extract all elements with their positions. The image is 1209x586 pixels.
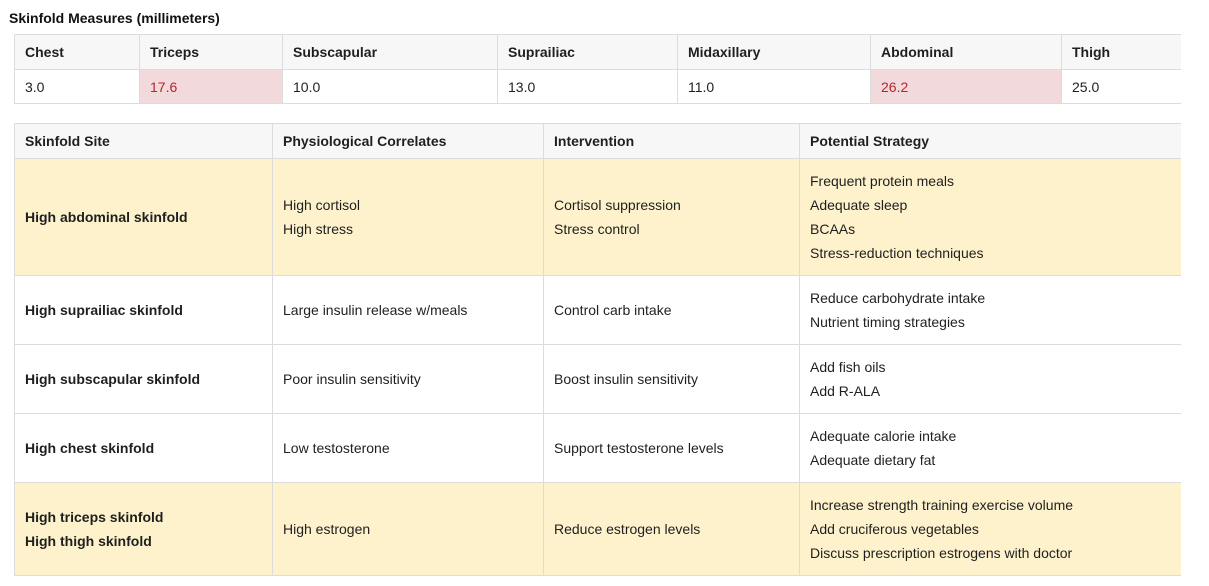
column-header: Skinfold Site xyxy=(15,124,273,159)
strategy-line: Increase strength training exercise volume xyxy=(810,497,1074,513)
intervention-line: Cortisol suppression xyxy=(554,197,681,213)
intervention-cell xyxy=(544,414,800,483)
measure-value: 10.0 xyxy=(283,70,498,104)
measure-header: Suprailiac xyxy=(498,35,678,70)
measure-header: Abdominal xyxy=(871,35,1062,70)
correlate-line: High stress xyxy=(283,221,354,237)
measure-value: 3.0 xyxy=(15,70,140,104)
table-row xyxy=(15,276,1181,345)
measure-value: 11.0 xyxy=(678,70,871,104)
table-row xyxy=(15,483,1181,576)
site-line: High abdominal skinfold xyxy=(25,209,188,225)
measure-header: Midaxillary xyxy=(678,35,871,70)
column-header: Physiological Correlates xyxy=(273,124,544,159)
strategy-line: BCAAs xyxy=(810,221,856,237)
skinfold-site-cell xyxy=(15,483,273,576)
table-row xyxy=(15,414,1181,483)
strategy-line: Frequent protein meals xyxy=(810,173,954,189)
strategy-line: Reduce carbohydrate intake xyxy=(810,290,986,306)
skinfold-site-cell xyxy=(15,159,273,276)
correlates-cell xyxy=(273,483,544,576)
strategy-cell xyxy=(800,345,1181,414)
site-line: High suprailiac skinfold xyxy=(25,302,183,318)
strategy-line: Add fish oils xyxy=(810,359,886,375)
measure-header: Chest xyxy=(15,35,140,70)
correlate-line: High estrogen xyxy=(283,521,371,537)
strategy-line: Discuss prescription estrogens with doctor xyxy=(810,545,1073,561)
correlate-line: Poor insulin sensitivity xyxy=(283,371,421,387)
table-row xyxy=(15,345,1181,414)
measure-header: Subscapular xyxy=(283,35,498,70)
intervention-cell xyxy=(544,345,800,414)
measure-header: Triceps xyxy=(140,35,283,70)
strategy-header-row xyxy=(15,124,1181,159)
correlates-cell xyxy=(273,414,544,483)
intervention-line: Support testosterone levels xyxy=(554,440,724,456)
strategy-cell xyxy=(800,159,1181,276)
intervention-line: Boost insulin sensitivity xyxy=(554,371,698,387)
strategy-line: Adequate calorie intake xyxy=(810,428,957,444)
intervention-line: Reduce estrogen levels xyxy=(554,521,701,537)
skinfold-site-cell xyxy=(15,414,273,483)
skinfold-measures-table xyxy=(14,34,1181,104)
strategy-line: Add cruciferous vegetables xyxy=(810,521,979,537)
column-header: Potential Strategy xyxy=(800,124,1181,159)
measure-value-highlighted: 17.6 xyxy=(140,70,283,104)
intervention-cell xyxy=(544,276,800,345)
intervention-cell xyxy=(544,483,800,576)
correlates-cell xyxy=(273,276,544,345)
intervention-cell xyxy=(544,159,800,276)
strategy-line: Adequate sleep xyxy=(810,197,908,213)
site-line: High triceps skinfold xyxy=(25,509,164,525)
correlate-line: High cortisol xyxy=(283,197,361,213)
skinfold-site-cell xyxy=(15,276,273,345)
skinfold-site-cell xyxy=(15,345,273,414)
correlates-cell xyxy=(273,345,544,414)
intervention-line: Stress control xyxy=(554,221,640,237)
correlates-cell xyxy=(273,159,544,276)
strategy-cell xyxy=(800,414,1181,483)
strategy-line: Add R-ALA xyxy=(810,383,881,399)
measure-value: 25.0 xyxy=(1062,70,1181,104)
correlate-line: Low testosterone xyxy=(283,440,390,456)
table-row xyxy=(15,159,1181,276)
measure-header: Thigh xyxy=(1062,35,1181,70)
site-line: High thigh skinfold xyxy=(25,533,152,549)
strategy-line: Nutrient timing strategies xyxy=(810,314,965,330)
site-line: High chest skinfold xyxy=(25,440,155,456)
measures-header-row xyxy=(15,35,1181,70)
strategy-line: Adequate dietary fat xyxy=(810,452,936,468)
intervention-line: Control carb intake xyxy=(554,302,672,318)
strategy-table xyxy=(14,123,1181,576)
column-header: Intervention xyxy=(544,124,800,159)
measures-value-row xyxy=(15,70,1181,104)
measure-value-highlighted: 26.2 xyxy=(871,70,1062,104)
strategy-cell xyxy=(800,483,1181,576)
measure-value: 13.0 xyxy=(498,70,678,104)
strategy-line: Stress-reduction techniques xyxy=(810,245,984,261)
correlate-line: Large insulin release w/meals xyxy=(283,302,468,318)
site-line: High subscapular skinfold xyxy=(25,371,201,387)
page-title: Skinfold Measures (millimeters) xyxy=(9,10,220,26)
strategy-cell xyxy=(800,276,1181,345)
